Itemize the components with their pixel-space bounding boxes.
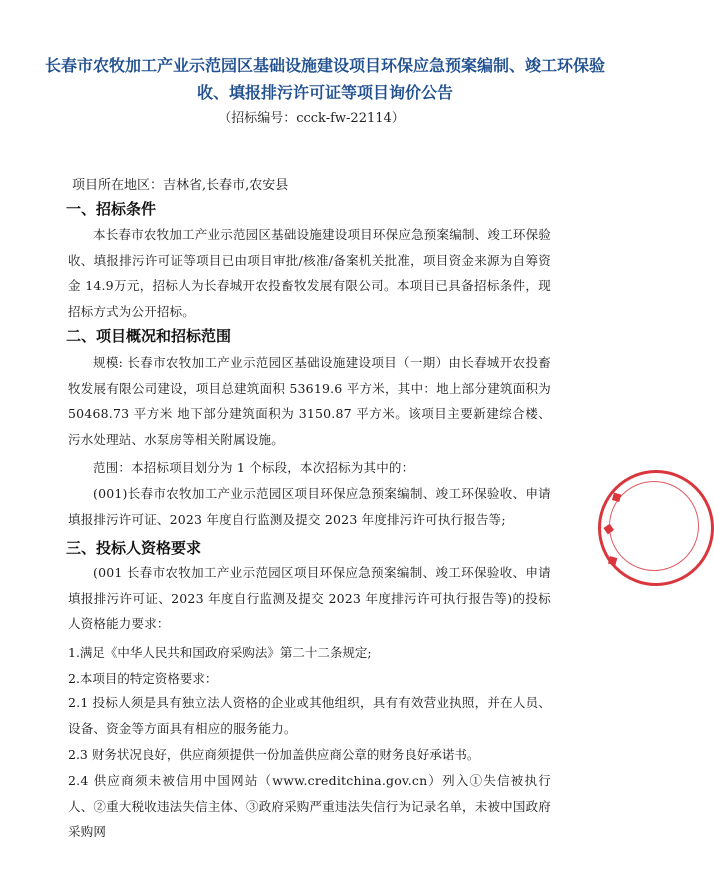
section2-lot: (001)长春市农牧加工产业示范园区项目环保应急预案编制、竣工环保验收、申请填报排污许可证、2023 年度自行监测及提交 2023 年度排污许可执行报告等;: [68, 486, 551, 527]
title-line-1: 长春市农牧加工产业示范园区基础设施建设项目环保应急预案编制、竣工环保验: [44, 56, 605, 75]
section2-scope: 范围：本招标项目划分为 1 个标段，本次招标为其中的：: [93, 460, 415, 475]
req-item-2-3: 2.3 财务状况良好，供应商须提供一份加盖供应商公章的财务良好承诺书。: [68, 747, 480, 762]
seal-glyph: ◆: [602, 552, 623, 570]
bid-code: （招标编号：ccck-fw-22114）: [218, 111, 405, 126]
seal-glyph: ◆: [599, 522, 618, 536]
seal-inner-ring: [609, 481, 699, 571]
section3-intro: (001 长春市农牧加工产业示范园区项目环保应急预案编制、竣工环保验收、申请填报排污许可证、2023 年度自行监测及提交 2023 年度排污许可执行报告等)的投标人资格能力要求：: [68, 565, 551, 631]
official-seal: [598, 470, 714, 586]
section1-heading: 一、招标条件: [66, 200, 157, 218]
section1-body: 本长春市农牧加工产业示范园区基础设施建设项目环保应急预案编制、竣工环保验收、填报排污许可证等项目已由项目审批/核准/备案机关批准，项目资金来源为自筹资金 14.9万元，招标人为长春城开农投畜牧发展有限公司。本项目已具备招标条件，现招标方式为公开招标。: [68, 227, 551, 319]
req-item-2-4: 2.4 供应商须未被信用中国网站（www.creditchina.gov.cn）列入①失信被执行人、②重大税收违法失信主体、③政府采购严重违法失信行为记录名单，未被中国政府采购网: [68, 773, 551, 839]
section2-scale: 规模: 长春市农牧加工产业示范园区基础设施建设项目（一期）由长春城开农投畜牧发展有限公司建设，项目总建筑面积 53619.6 平方米，其中：地上部分建筑面积为 50468.73 平方米 地下部分建筑面积为 3150.87 平方米。该项目主要新建综合楼、污水处理站、水泵房等相关附属设施。: [68, 355, 551, 447]
req-item-2-1: 2.1 投标人须是具有独立法人资格的企业或其他组织，具有有效营业执照，并在人员、设备、资金等方面具有相应的服务能力。: [68, 695, 551, 736]
project-location: 项目所在地区：吉林省,长春市,农安县: [72, 178, 289, 193]
section3-heading: 三、投标人资格要求: [66, 539, 202, 557]
req-item-1: 1.满足《中华人民共和国政府采购法》第二十二条规定;: [68, 645, 372, 660]
section2-heading: 二、项目概况和招标范围: [66, 327, 232, 345]
title-line-2: 收、填报排污许可证等项目询价公告: [196, 83, 453, 102]
notice-title: [40, 52, 610, 106]
req-item-2: 2.本项目的特定资格要求：: [68, 671, 218, 686]
seal-glyph: ◆: [607, 487, 626, 507]
